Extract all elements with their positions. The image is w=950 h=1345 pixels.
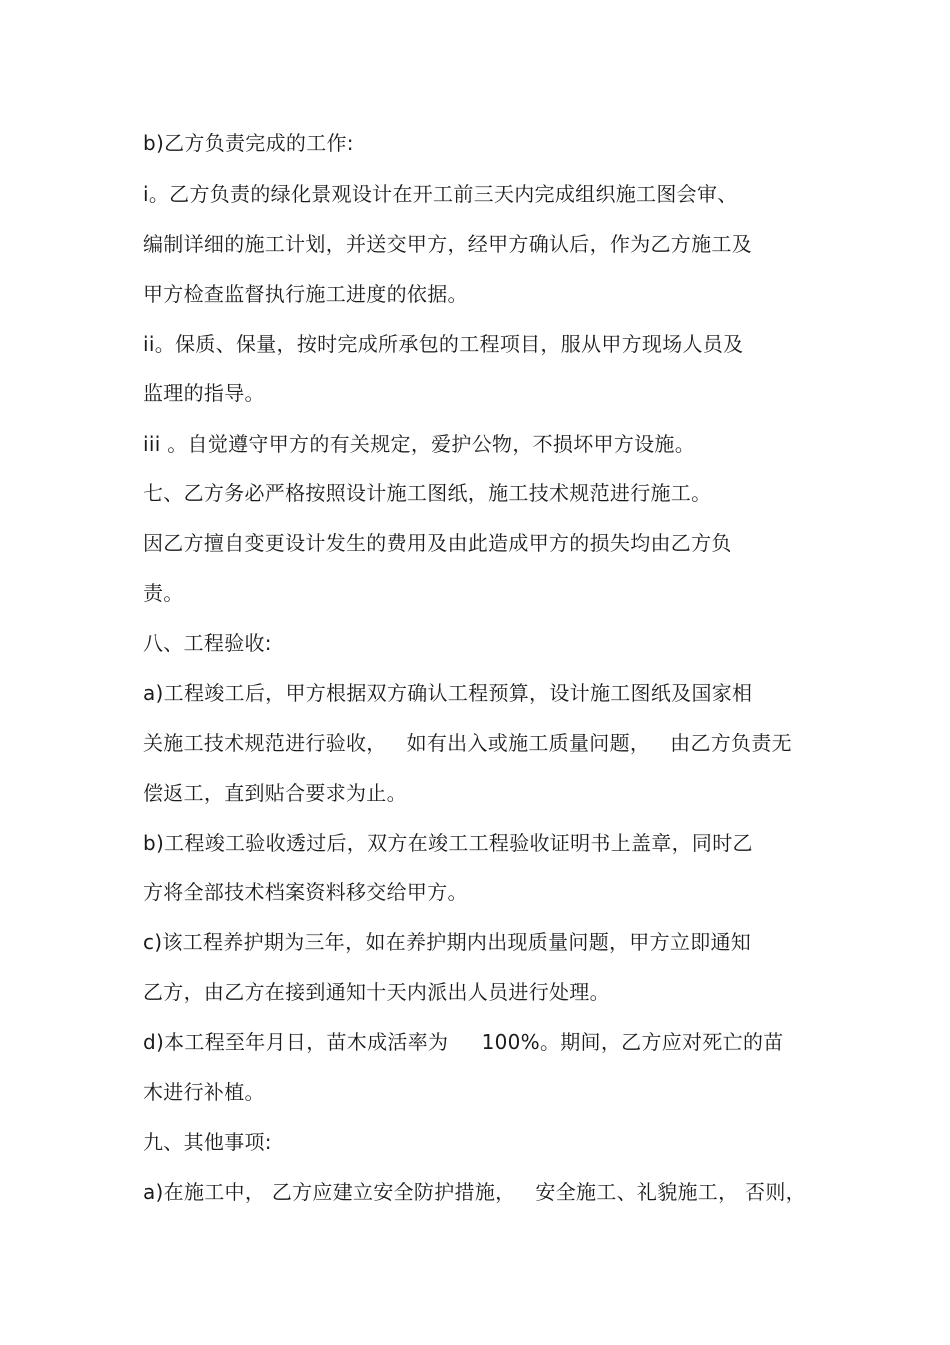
section-heading: 八、工程验收: — [143, 631, 272, 655]
text-line: 乙方，由乙方在接到通知十天内派出人员进行处理。 — [143, 980, 610, 1004]
text-line: 甲方检查监督执行施工进度的依据。 — [143, 282, 468, 306]
text-line: a)工程竣工后，甲方根据双方确认工程预算，设计施工图纸及国家相 — [143, 681, 753, 705]
text-line: b)工程竣工验收透过后，双方在竣工工程验收证明书上盖章，同时乙 — [143, 831, 753, 855]
text-line: a)在施工中， 乙方应建立安全防护措施， 安全施工、礼貌施工， 否则， — [143, 1180, 806, 1204]
text-line: d)本工程至年月日，苗木成活率为 100%。期间，乙方应对死亡的苗 — [143, 1030, 784, 1054]
text-line: 因乙方擅自变更设计发生的费用及由此造成甲方的损失均由乙方负 — [143, 531, 732, 555]
text-line: 木进行补植。 — [143, 1080, 265, 1104]
text-line: ii。保质、保量，按时完成所承包的工程项目，服从甲方现场人员及 — [143, 332, 744, 356]
text-line: c)该工程养护期为三年，如在养护期内出现质量问题，甲方立即通知 — [143, 930, 752, 954]
text-line: 七、乙方务必严格按照设计施工图纸，施工技术规范进行施工。 — [143, 481, 712, 505]
text-line: i。乙方负责的绿化景观设计在开工前三天内完成组织施工图会审、 — [143, 182, 738, 206]
text-line: 编制详细的施工计划，并送交甲方，经甲方确认后，作为乙方施工及 — [143, 232, 752, 256]
text-line: 监理的指导。 — [143, 381, 265, 405]
text-line: 关施工技术规范进行验收， 如有出入或施工质量问题， 由乙方负责无 — [143, 731, 792, 755]
text-line: 偿返工，直到贴合要求为止。 — [143, 781, 407, 805]
text-line: b)乙方负责完成的工作: — [143, 131, 354, 155]
text-line: 方将全部技术档案资料移交给甲方。 — [143, 880, 468, 904]
text-line: iii 。自觉遵守甲方的有关规定，爱护公物，不损坏甲方设施。 — [143, 432, 696, 456]
section-heading: 九、其他事项: — [143, 1130, 272, 1154]
text-line: 责。 — [143, 581, 184, 605]
